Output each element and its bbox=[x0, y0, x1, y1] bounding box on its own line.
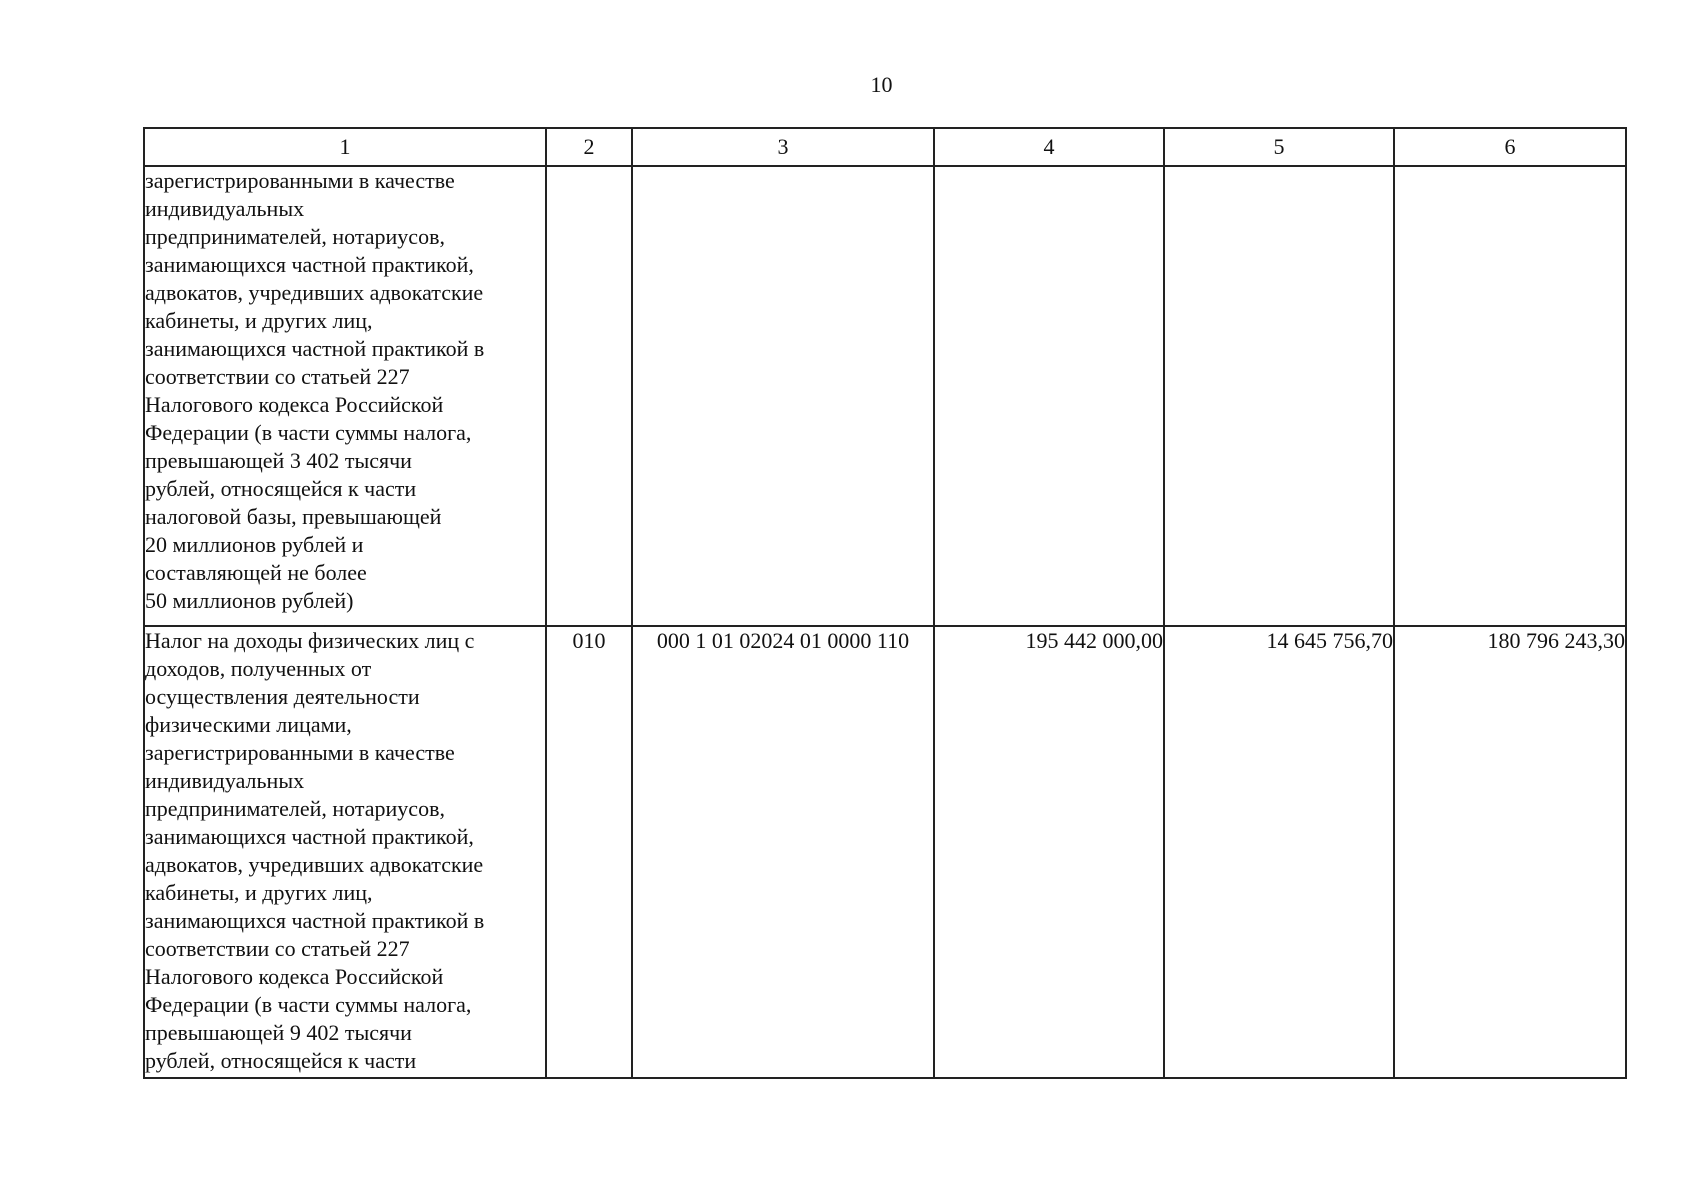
table-header-row bbox=[144, 128, 1626, 166]
classification-code-cell: 000 1 01 02024 01 0000 110 bbox=[632, 626, 934, 1078]
header-col-5: 5 bbox=[1164, 128, 1394, 166]
header-col-4: 4 bbox=[934, 128, 1164, 166]
line-code-cell bbox=[546, 166, 632, 626]
table-row bbox=[144, 626, 1626, 1078]
page-number: 10 bbox=[870, 72, 893, 97]
header-col-3: 3 bbox=[632, 128, 934, 166]
line-code-cell: 010 bbox=[546, 626, 632, 1078]
unexecuted-amount-cell: 180 796 243,30 bbox=[1394, 626, 1626, 1078]
executed-amount-cell bbox=[1164, 166, 1394, 626]
header-col-6: 6 bbox=[1394, 128, 1626, 166]
budget-execution-table bbox=[143, 127, 1627, 1079]
approved-amount-cell: 195 442 000,00 bbox=[934, 626, 1164, 1078]
header-col-2: 2 bbox=[546, 128, 632, 166]
income-name-cell: зарегистрированными в качестве индивидуальных предпринимателей, нотариусов, занимающихся частной практикой, адвокатов, учредивших адвокатские кабинеты, и других лиц, занимающихся частной практикой в соответствии со статьей 227 Налогового кодекса Российской Федерации (в части суммы налога, превышающей 3 402 тысячи рублей, относящейся к части налоговой базы, превышающей 20 миллионов рублей и составляющей не более 50 миллионов рублей) bbox=[144, 166, 546, 626]
header-col-1: 1 bbox=[144, 128, 546, 166]
unexecuted-amount-cell bbox=[1394, 166, 1626, 626]
approved-amount-cell bbox=[934, 166, 1164, 626]
income-name-cell: Налог на доходы физических лиц с доходов, полученных от осуществления деятельности физическими лицами, зарегистрированными в качестве индивидуальных предпринимателей, нотариусов, занимающихся частной практикой, адвокатов, учредивших адвокатские кабинеты, и других лиц, занимающихся частной практикой в соответствии со статьей 227 Налогового кодекса Российской Федерации (в части суммы налога, превышающей 9 402 тысячи рублей, относящейся к части bbox=[144, 626, 546, 1078]
classification-code-cell bbox=[632, 166, 934, 626]
executed-amount-cell: 14 645 756,70 bbox=[1164, 626, 1394, 1078]
table-row bbox=[144, 166, 1626, 626]
